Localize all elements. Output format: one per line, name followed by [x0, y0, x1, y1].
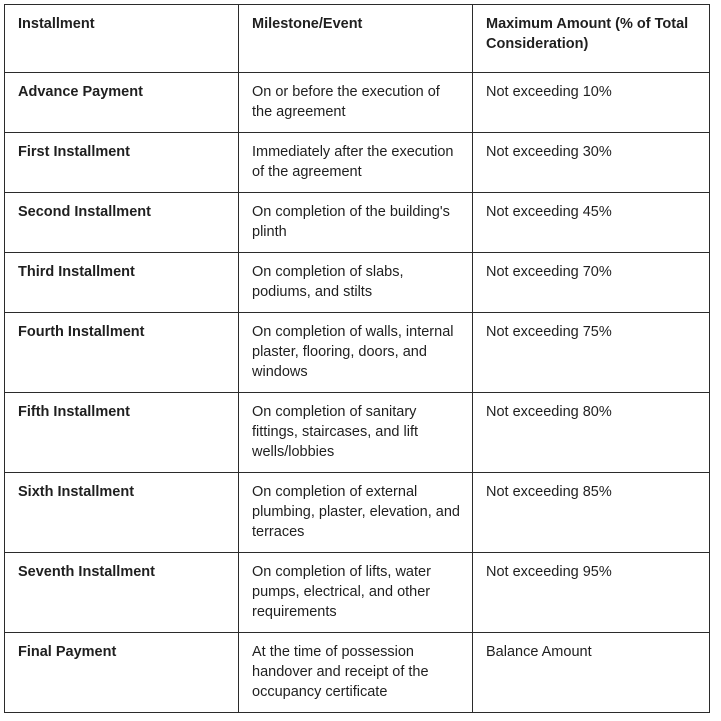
- milestone-cell: At the time of possession handover and receipt of the occupancy certificate: [239, 633, 473, 713]
- amount-cell: Not exceeding 80%: [473, 393, 710, 473]
- installment-cell: Third Installment: [5, 253, 239, 313]
- amount-cell: Not exceeding 45%: [473, 193, 710, 253]
- table-row: [5, 553, 710, 633]
- installment-cell: Second Installment: [5, 193, 239, 253]
- milestone-cell: On or before the execution of the agreement: [239, 73, 473, 133]
- table-row: [5, 193, 710, 253]
- amount-cell: Not exceeding 85%: [473, 473, 710, 553]
- amount-cell: Not exceeding 30%: [473, 133, 710, 193]
- installment-cell: Final Payment: [5, 633, 239, 713]
- header-installment: Installment: [5, 5, 239, 73]
- table-row: [5, 393, 710, 473]
- payment-schedule-container: [4, 4, 709, 713]
- table-row: [5, 313, 710, 393]
- installment-cell: Fifth Installment: [5, 393, 239, 473]
- table-header-row: [5, 5, 710, 73]
- installment-cell: Advance Payment: [5, 73, 239, 133]
- milestone-cell: On completion of lifts, water pumps, electrical, and other requirements: [239, 553, 473, 633]
- milestone-cell: On completion of the building's plinth: [239, 193, 473, 253]
- installment-cell: Seventh Installment: [5, 553, 239, 633]
- milestone-cell: Immediately after the execution of the agreement: [239, 133, 473, 193]
- amount-cell: Not exceeding 95%: [473, 553, 710, 633]
- installment-cell: Sixth Installment: [5, 473, 239, 553]
- payment-schedule-table: [4, 4, 710, 713]
- table-row: [5, 633, 710, 713]
- table-row: [5, 133, 710, 193]
- table-row: [5, 253, 710, 313]
- header-maximum-amount: Maximum Amount (% of Total Consideration): [473, 5, 710, 73]
- table-row: [5, 473, 710, 553]
- table-row: [5, 73, 710, 133]
- amount-cell: Not exceeding 75%: [473, 313, 710, 393]
- milestone-cell: On completion of slabs, podiums, and stilts: [239, 253, 473, 313]
- installment-cell: Fourth Installment: [5, 313, 239, 393]
- header-milestone: Milestone/Event: [239, 5, 473, 73]
- amount-cell: Not exceeding 10%: [473, 73, 710, 133]
- milestone-cell: On completion of sanitary fittings, staircases, and lift wells/lobbies: [239, 393, 473, 473]
- milestone-cell: On completion of walls, internal plaster, flooring, doors, and windows: [239, 313, 473, 393]
- milestone-cell: On completion of external plumbing, plaster, elevation, and terraces: [239, 473, 473, 553]
- installment-cell: First Installment: [5, 133, 239, 193]
- amount-cell: Not exceeding 70%: [473, 253, 710, 313]
- amount-cell: Balance Amount: [473, 633, 710, 713]
